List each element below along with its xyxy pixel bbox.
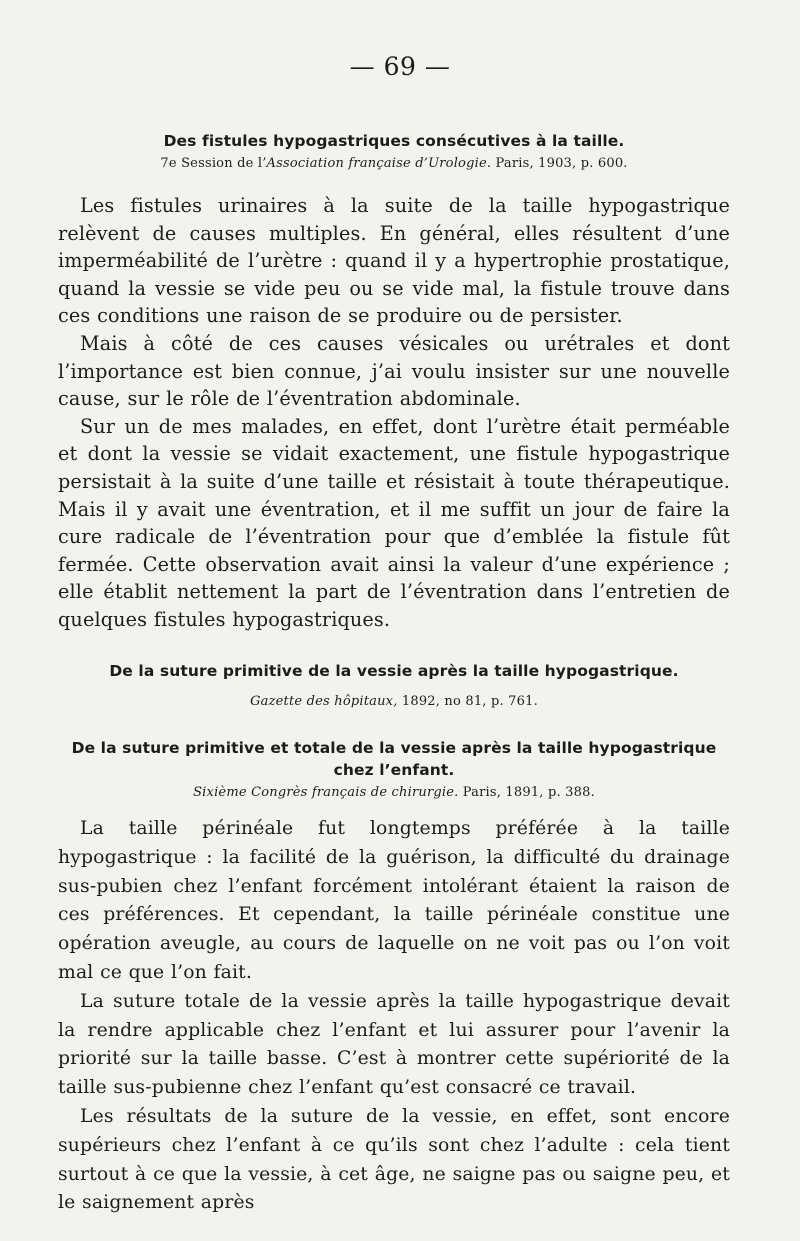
section-body bbox=[58, 192, 730, 634]
citation-suffix: 1892, no 81, p. 761. bbox=[397, 694, 538, 709]
citation-suffix: Paris, 1903, p. 600. bbox=[491, 156, 628, 171]
section-heading: Des fistules hypogastriques consécutives à la taille. bbox=[163, 132, 625, 150]
section-fistules bbox=[58, 130, 730, 634]
section-suture-enfant bbox=[58, 737, 730, 1218]
citation-title: Gazette des hôpitaux, bbox=[250, 694, 398, 709]
section-citation bbox=[58, 783, 730, 803]
citation-title: Association française d’Urologie. bbox=[266, 156, 492, 171]
section-citation bbox=[58, 692, 730, 712]
section-suture-primitive bbox=[58, 660, 730, 712]
paragraph: Mais à côté de ces causes vésicales ou urétrales et dont l’importance est bien connue, j’ai voulu insister sur une nouvelle cause, sur le rôle de l’éventration abdominale. bbox=[58, 331, 730, 411]
section-citation bbox=[58, 154, 730, 174]
paragraph: La taille périnéale fut longtemps préférée à la taille hypogastrique : la facilité de la guérison, la difficulté du drainage sus-pubien chez l’enfant forcément intolérant étaient la raison de ces préférences. Et cependant, la taille périnéale constitue une opération aveugle, au cours de laquelle on ne voit pas ou l’on voit mal ce que l’on fait. bbox=[58, 818, 730, 983]
section-body bbox=[58, 815, 730, 1218]
paragraph: La suture totale de la vessie après la taille hypogastrique devait la rendre applicable chez l’enfant et lui assurer pour l’avenir la priorité sur la taille basse. C’est à montrer cette supériorité de la taille sus-pubienne chez l’enfant qu’est consacré ce travail. bbox=[58, 990, 730, 1099]
page-number: — 69 — bbox=[349, 52, 451, 81]
section-heading: De la suture primitive et totale de la vessie après la taille hypogastrique chez l’enfant. bbox=[71, 739, 717, 779]
section-heading: De la suture primitive de la vessie après la taille hypogastrique. bbox=[109, 662, 679, 680]
paragraph: Les fistules urinaires à la suite de la taille hypogastrique relèvent de causes multiples. En général, elles résultent d’une imperméabilité de l’urètre : quand il y a hypertrophie prostatique, quand la vessie se vide peu ou se vide mal, la fistule trouve dans ces conditions une raison de se produire ou de persister. bbox=[58, 194, 730, 328]
citation-suffix: Paris, 1891, p. 388. bbox=[458, 785, 595, 800]
paragraph: Les résultats de la suture de la vessie, en effet, sont encore supérieurs chez l’enfant à ce qu’ils sont chez l’adulte : cela tient surtout à ce que la vessie, à cet âge, ne saigne pas ou saigne peu, et le saignement après bbox=[58, 1105, 730, 1214]
citation-title: Sixième Congrès français de chirurgie. bbox=[193, 785, 459, 800]
paragraph: Sur un de mes malades, en effet, dont l’urètre était perméable et dont la vessie se vidait exactement, une fistule hypogastrique persistait à la suite d’une taille et résistait à toute thérapeutique. Mais il y avait une éventration, et il me suffit un jour de faire la cure radicale de l’éventration pour que d’emblée la fistule fût fermée. Cette observation avait ainsi la valeur d’une expérience ; elle établit nettement la part de l’éventration dans l’entretien de quelques fistules hypogastriques. bbox=[58, 414, 730, 631]
citation-prefix: 7e Session de l’ bbox=[160, 156, 267, 171]
